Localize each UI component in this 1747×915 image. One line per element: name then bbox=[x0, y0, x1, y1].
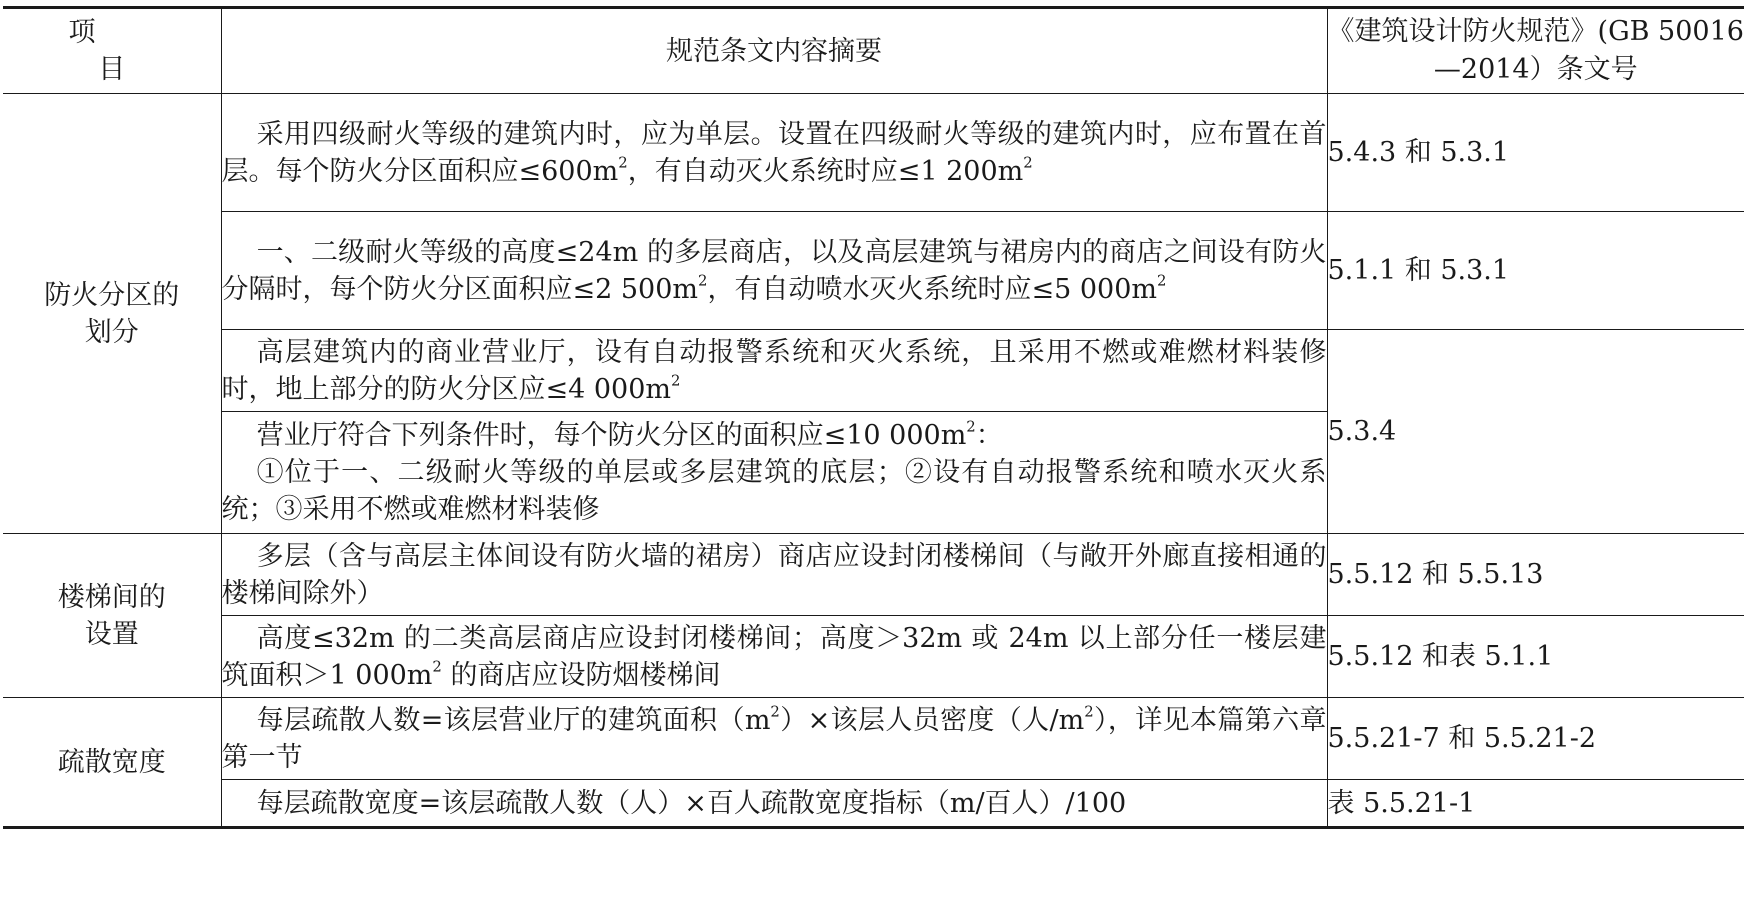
text-run: 营业厅符合下列条件时，每个防火分区的面积应≤10 000m bbox=[256, 420, 967, 451]
superscript: 2 bbox=[618, 152, 628, 171]
ref-cell: 5.4.3 和 5.3.1 bbox=[1327, 94, 1744, 212]
category-line: 设置 bbox=[84, 618, 139, 650]
table-row bbox=[3, 698, 1744, 780]
ref-cell: 表 5.5.21-1 bbox=[1327, 780, 1744, 828]
superscript: 2 bbox=[671, 370, 681, 389]
category-line: 楼梯间的 bbox=[57, 581, 166, 613]
text-run: 高层建筑内的商业营业厅，设有自动报警系统和灭火系统，且采用不燃或难燃材料装修时，地上部分的防火分区应≤4 000m bbox=[221, 336, 1327, 405]
content-text bbox=[222, 417, 1327, 454]
content-text bbox=[222, 702, 1327, 776]
text-run: ： bbox=[975, 420, 1003, 451]
content-cell bbox=[221, 330, 1327, 412]
content-text bbox=[222, 234, 1327, 308]
text-run: ，有自动灭火系统时应≤1 200m bbox=[627, 155, 1024, 187]
content-cell bbox=[221, 780, 1327, 828]
content-cell bbox=[221, 534, 1327, 616]
table-row bbox=[3, 330, 1744, 412]
header-item: 项 目 bbox=[3, 8, 221, 94]
text-run: ，有自动喷水灭火系统时应≤5 000m bbox=[707, 273, 1158, 305]
content-cell bbox=[221, 698, 1327, 780]
content-cell bbox=[221, 616, 1327, 698]
text-run: 多层（含与高层主体间设有防火墙的裙房）商店应设封闭楼梯间（与敞开外廊直接相通的楼梯间除外） bbox=[221, 540, 1327, 609]
table-row bbox=[3, 212, 1744, 330]
table-row bbox=[3, 534, 1744, 616]
text-run: ），详见本篇第六章第一节 bbox=[221, 704, 1327, 773]
text-run: 每层疏散人数=该层营业厅的建筑面积（m bbox=[256, 704, 771, 736]
superscript: 2 bbox=[966, 417, 976, 436]
text-run: 采用四级耐火等级的建筑内时，应为单层。设置在四级耐火等级的建筑内时，应布置在首层。每个防火分区面积应≤600m bbox=[221, 118, 1327, 187]
ref-cell: 5.3.4 bbox=[1327, 330, 1744, 534]
ref-cell: 5.5.12 和表 5.1.1 bbox=[1327, 616, 1744, 698]
table-row bbox=[3, 94, 1744, 212]
content-text bbox=[222, 538, 1327, 612]
content-line: ①位于一、二级耐火等级的单层或多层建筑的底层；②设有自动报警系统和喷水灭火系统；③采用不燃或难燃材料装修 bbox=[221, 457, 1327, 525]
content-cell bbox=[221, 94, 1327, 212]
category-cell bbox=[3, 94, 221, 534]
content-text bbox=[222, 620, 1327, 694]
ref-cell: 5.5.21-7 和 5.5.21-2 bbox=[1327, 698, 1744, 780]
superscript: 2 bbox=[1157, 270, 1167, 289]
text-run: ）×该层人员密度（人/m bbox=[779, 704, 1085, 736]
category-cell bbox=[3, 698, 221, 828]
content-text bbox=[222, 116, 1327, 190]
content-text bbox=[222, 785, 1327, 822]
category-cell bbox=[3, 534, 221, 698]
category-line: 疏散宽度 bbox=[57, 746, 166, 778]
ref-cell: 5.5.12 和 5.5.13 bbox=[1327, 534, 1744, 616]
content-text bbox=[222, 334, 1327, 408]
header-summary: 规范条文内容摘要 bbox=[221, 8, 1327, 94]
superscript: 2 bbox=[1023, 152, 1033, 171]
text-run: 一、二级耐火等级的高度≤24m 的多层商店，以及高层建筑与裙房内的商店之间设有防火分隔时，每个防火分区面积应≤2 500m bbox=[221, 236, 1327, 305]
fire-code-table bbox=[3, 6, 1744, 829]
content-cell bbox=[221, 212, 1327, 330]
category-line: 划分 bbox=[84, 316, 139, 348]
text-run: 每层疏散宽度=该层疏散人数（人）×百人疏散宽度指标（m/百人）/100 bbox=[256, 787, 1127, 819]
content-cell bbox=[221, 412, 1327, 534]
table-row bbox=[3, 780, 1744, 828]
category-line: 防火分区的 bbox=[44, 279, 180, 311]
superscript: 2 bbox=[1084, 701, 1094, 720]
text-run: 高度≤32m 的二类高层商店应设封闭楼梯间；高度＞32m 或 24m 以上部分任一楼层建筑面积＞1 000m bbox=[221, 622, 1327, 691]
ref-cell: 5.1.1 和 5.3.1 bbox=[1327, 212, 1744, 330]
superscript: 2 bbox=[770, 701, 780, 720]
header-ref: 《建筑设计防火规范》(GB 50016—2014）条文号 bbox=[1327, 8, 1744, 94]
superscript: 2 bbox=[432, 656, 442, 675]
table-header-row bbox=[3, 8, 1744, 94]
table-row bbox=[3, 616, 1744, 698]
superscript: 2 bbox=[698, 270, 708, 289]
text-run: 的商店应设防烟楼梯间 bbox=[441, 659, 721, 691]
